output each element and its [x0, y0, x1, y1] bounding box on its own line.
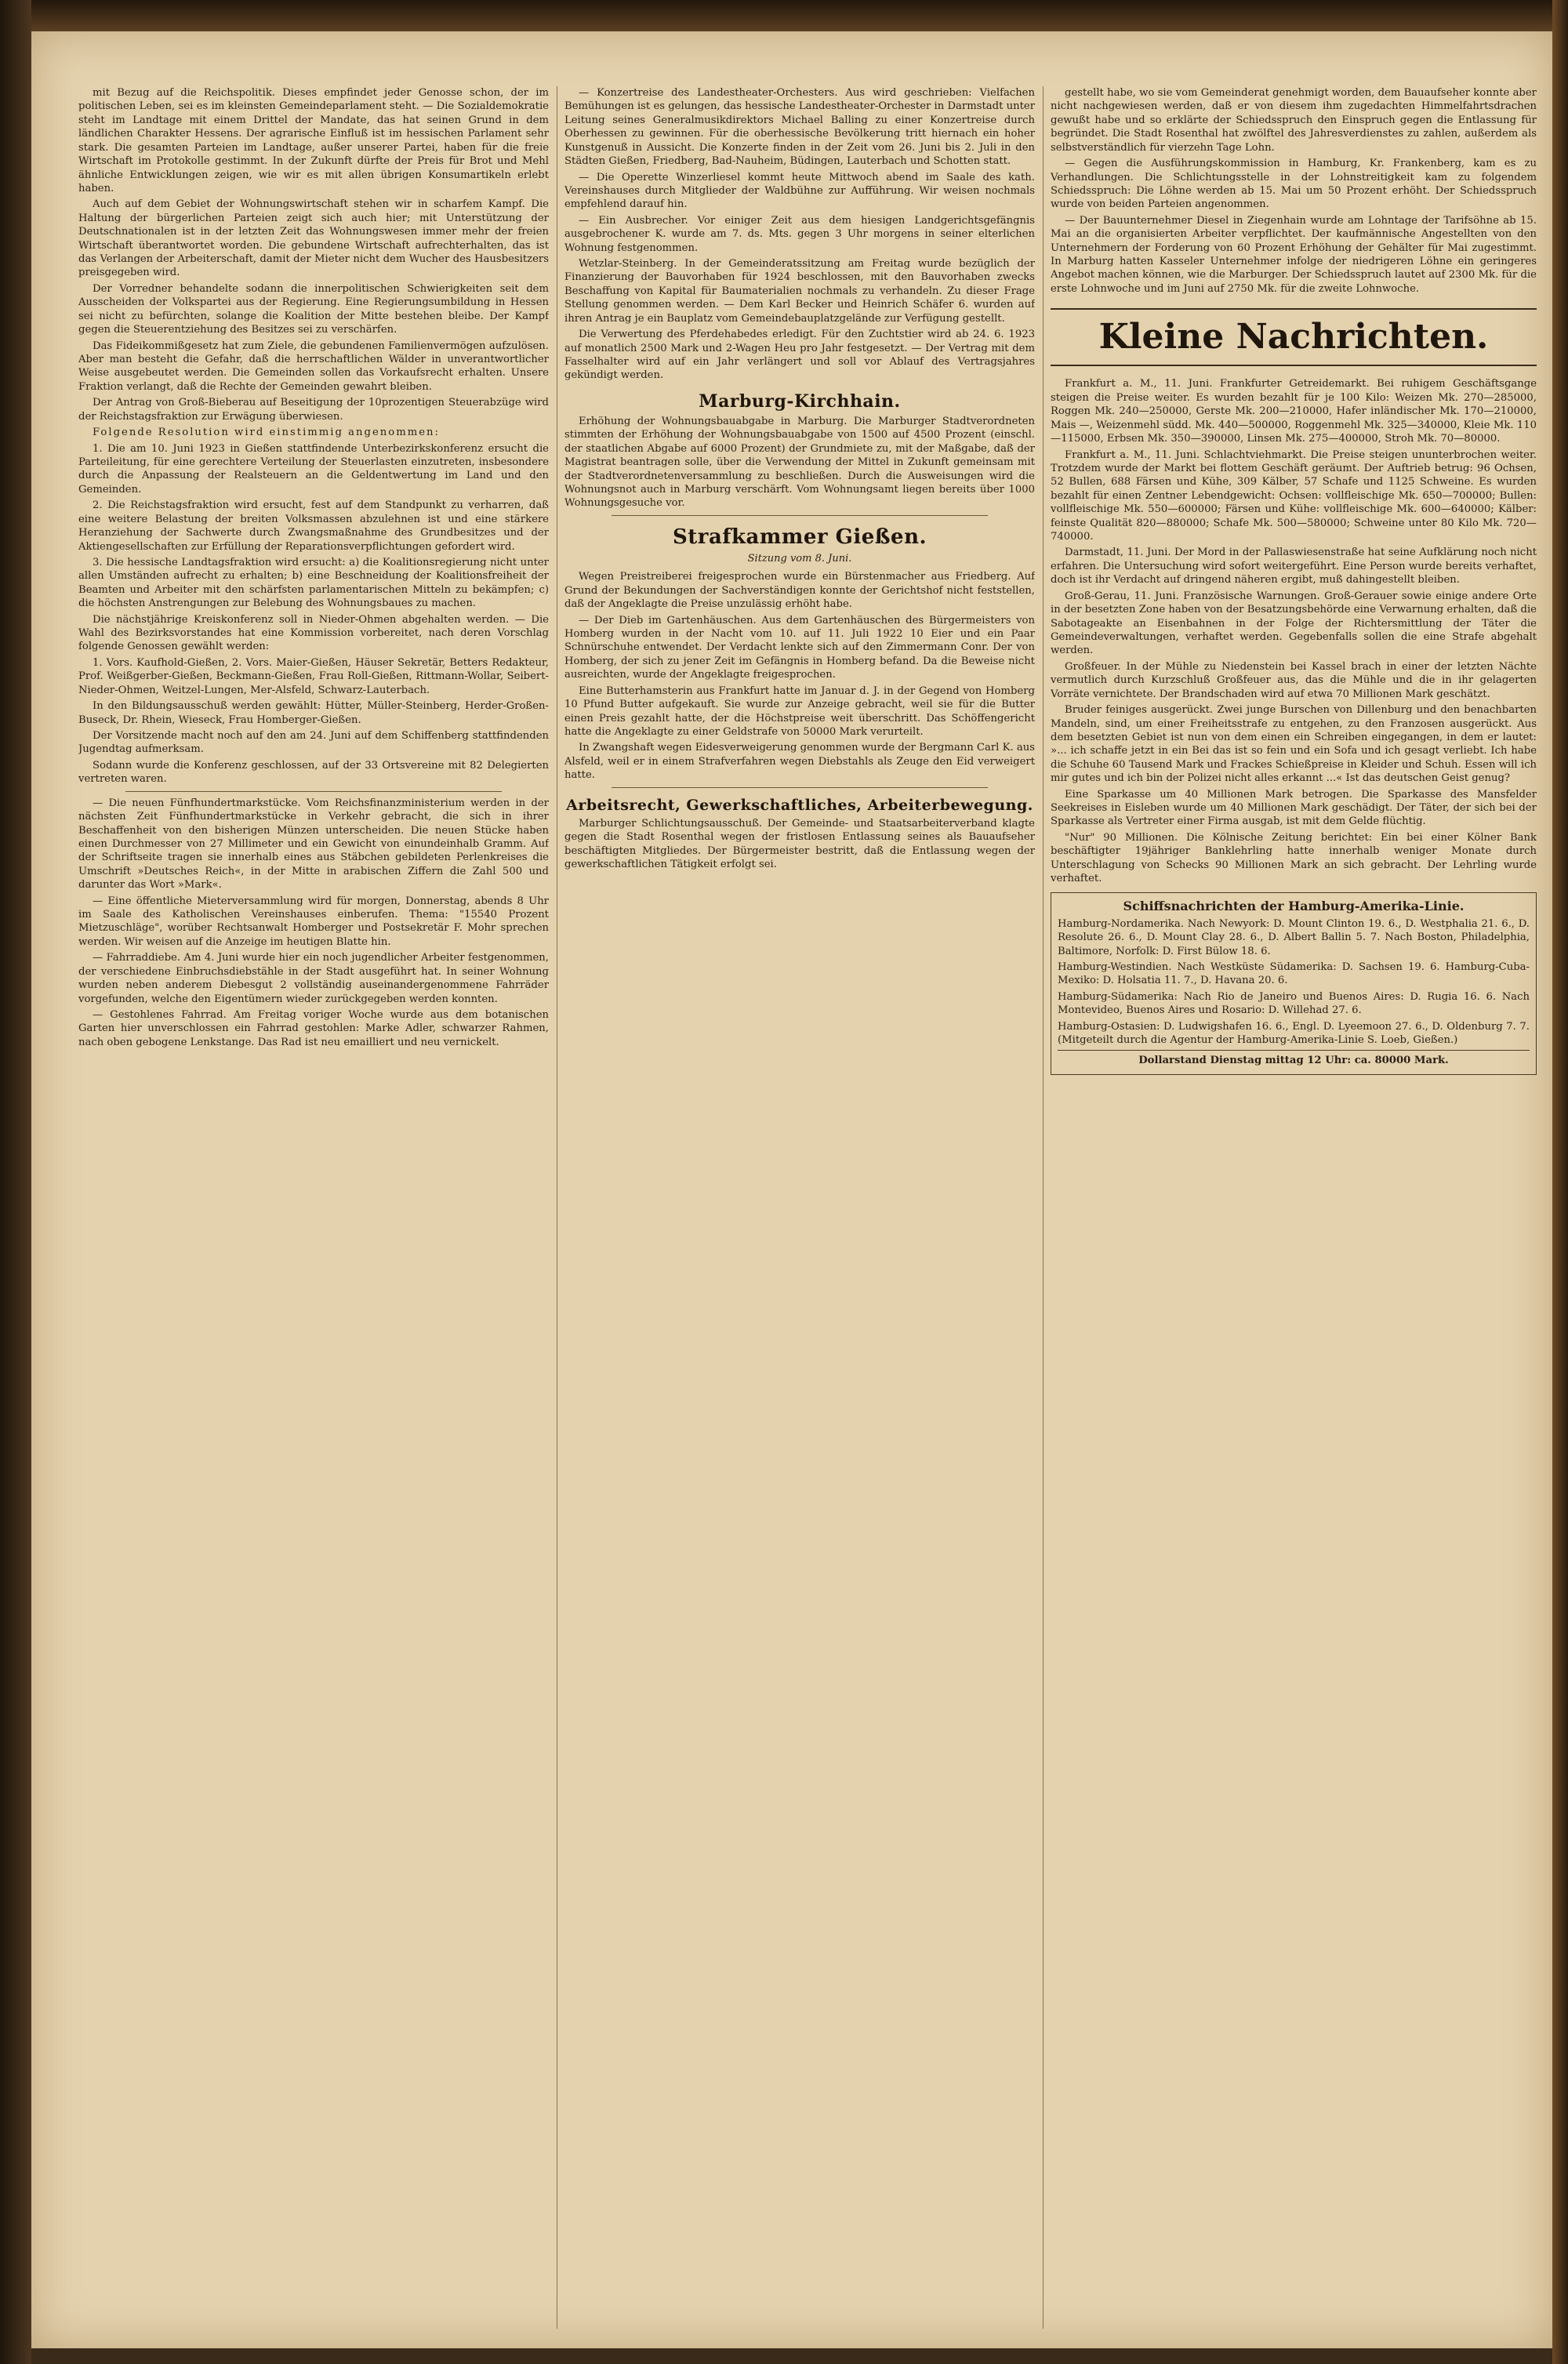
article-paragraph: — Die Operette Winzerliesel kommt heute Mittwoch abend im Saale des kath. Vereinshauses durch Mitglieder der Waldbühne zur Aufführung. Wir weisen nochmals empfehlend darauf hin. — [564, 171, 1035, 211]
article-paragraph: Der Vorredner behandelte sodann die innerpolitischen Schwierigkeiten seit dem Ausscheiden der Volkspartei aus der Regierung. Eine Regierungsumbildung in Hessen sei nicht zu befürchten, solange die Koalition der Mitte bestehen bleibe. Der Kampf gegen die Steuerentziehung des Besitzes sei zu verschärfen. — [78, 282, 549, 336]
column-right — [1051, 86, 1537, 2337]
section-heading-marburg: Marburg-Kirchhain. — [699, 390, 901, 412]
article-paragraph: In den Bildungsausschuß werden gewählt: Hütter, Müller-Steinberg, Herder-Großen-Buseck, Dr. Rhein, Wieseck, Frau Homberger-Gießen. — [78, 700, 549, 726]
divider — [612, 515, 988, 516]
scan-edge-top — [0, 0, 1568, 31]
column-middle — [564, 86, 1035, 2337]
divider — [612, 787, 988, 788]
article-paragraph: — Ein Ausbrecher. Vor einiger Zeit aus dem hiesigen Landgerichtsgefängnis ausgebrochener K. wurde am 7. ds. Mts. gegen 3 Uhr morgens in seiner elterlichen Wohnung festgenommen. — [564, 214, 1035, 254]
article-paragraph: — Eine öffentliche Mieterversammlung wird für morgen, Donnerstag, abends 8 Uhr im Saale des Katholischen Vereinshauses einberufen. Thema: "15540 Prozent Mietzuschläge", worüber Rechtsanwalt Homberger und Postsekretär F. Mohr sprechen werden. Wir weisen auf die Anzeige im heutigen Blatte hin. — [78, 895, 549, 948]
article-paragraph: — Gestohlenes Fahrrad. Am Freitag voriger Woche wurde aus dem botanischen Garten hier unverschlossen ein Fahrrad gestohlen: Marke Adler, schwarzer Rahmen, nach oben gebogene Lenkstange. Das Rad ist neu emailliert und neu vernickelt. — [78, 1009, 549, 1048]
ship-news-line: Hamburg-Ostasien: D. Ludwigshafen 16. 6., Engl. D. Lyeemoon 27. 6., D. Oldenburg 7. 7. (Mitgeteilt durch die Agentur der Hamburg-Amerika-Linie S. Loeb, Gießen.) — [1058, 1020, 1530, 1047]
scan-edge-left — [0, 0, 31, 2364]
news-item: Frankfurt a. M., 11. Juni. Schlachtviehmarkt. Die Preise steigen ununterbrochen weiter. Trotzdem wurde der Markt bei flottem Geschäft geräumt. Der Auftrieb betrug: 96 Ochsen, 52 Bullen, 688 Färsen und Kühe, 309 Kälber, 57 Schafe und 1125 Schweine. Es wurden bezahlt für einen Zentner Lebendgewicht: Ochsen: vollfleischige Mk. 650—700000; Bullen: vollfleischige Mk. 550—600000; Färsen und Kühe: vollfleischige Mk. 600—640000; Kälber: feinste Qualität 820—880000; Schafe Mk. 500—580000; Schweine unter 80 Kilo Mk. 720—740000. — [1051, 448, 1537, 543]
article-paragraph: 3. Die hessische Landtagsfraktion wird ersucht: a) die Koalitionsregierung nicht unter allen Umständen aufrecht zu erhalten; b) eine Beschneidung der Koalitionsfreiheit der Beamten und Arbeiter mit den schärfsten parlamentarischen Mitteln zu bekämpfen; c) die höchsten Anstrengungen zur Belebung des Wohnungsbaues zu machen. — [78, 556, 549, 610]
newspaper-page — [31, 31, 1552, 2348]
article-paragraph: — Die neuen Fünfhundertmarkstücke. Vom Reichsfinanzministerium werden in der nächsten Zeit Fünfhundertmarkstücke in Verkehr gebracht, die sich in ihrer Beschaffenheit von den bisherigen Münzen unterscheiden. Die neuen Stücke haben einen Durchmesser von 27 Millimeter und ein Gewicht von einundeinhalb Gramm. Auf der Schriftseite tragen sie innerhalb eines aus Stäbchen gebildeten Perlenkreises die Umschrift »Deutsches Reich«, in der Mitte in arabischen Ziffern die Zahl 500 und darunter das Wort »Mark«. — [78, 797, 549, 891]
news-item: Groß-Gerau, 11. Juni. Französische Warnungen. Groß-Gerauer sowie einige andere Orte in der besetzten Zone haben von der Besatzungsbehörde eine Verwarnung erhalten, daß die Sabotageakte an Eisenbahnen in der Folge der Richtersmittlung der Täter die Gemeindeverwaltungen, verhaftet werden. Gegebenfalls sollen die eine Strafe abgehalt werden. — [1051, 590, 1537, 657]
ship-news-line: Hamburg-Nordamerika. Nach Newyork: D. Mount Clinton 19. 6., D. Westphalia 21. 6., D. Resolute 26. 6., D. Mount Clay 28. 6., D. Albert Ballin 5. 7. Nach Boston, Philadelphia, Baltimore, Norfolk: D. First Bülow 18. 6. — [1058, 917, 1530, 957]
article-paragraph: Sodann wurde die Konferenz geschlossen, auf der 33 Ortsvereine mit 82 Delegierten vertreten waren. — [78, 759, 549, 786]
ship-news-title: Schiffsnachrichten der Hamburg-Amerika-Linie. — [1123, 898, 1465, 913]
article-paragraph: Eine Butterhamsterin aus Frankfurt hatte im Januar d. J. in der Gegend von Homberg 10 Pfund Butter aufgekauft. Sie wurde zur Anzeige gebracht, weil sie für die Butter einen Preis gezahlt hatte, der die Höchstpreise weit überschritt. Das Schöffengericht hatte die Angeklagte zu einer Geldstrafe von 50000 Mark verurteilt. — [564, 685, 1035, 738]
column-rule — [1043, 86, 1044, 2329]
article-paragraph: Die Verwertung des Pferdehabedes erledigt. Für den Zuchtstier wird ab 24. 6. 1923 auf monatlich 2500 Mark und 2-Wagen Heu pro Jahr festgesetzt. — Der Vertrag mit dem Fasselhalter wird auf ein Jahr verlängert und soll vor Ablauf des Vertragsjahres gekündigt werden. — [564, 329, 1035, 382]
dollar-rate-line: Dollarstand Dienstag mittag 12 Uhr: ca. 80000 Mark. — [1058, 1050, 1530, 1067]
ship-news-line: Hamburg-Südamerika: Nach Rio de Janeiro und Buenos Aires: D. Rugia 16. 6. Nach Montevideo, Buenos Aires und Rosario: D. Willehad 27. 6. — [1058, 990, 1530, 1017]
article-paragraph: Marburger Schlichtungsausschuß. Der Gemeinde- und Staatsarbeiterverband klagte gegen die Stadt Rosenthal wegen der fristlosen Entlassung seines als Bauaufseher beschäftigten Mitgliedes. Der Bürgermeister bestritt, daß die Entlassung wegen der gewerkschaftlichen Tätigkeit erfolgt sei. — [564, 817, 1035, 870]
section-heading-strafkammer: Strafkammer Gießen. — [672, 525, 927, 549]
news-item: Eine Sparkasse um 40 Millionen Mark betrogen. Die Sparkasse des Mansfelder Seekreises in Eisleben wurde um 40 Millionen Mark geschädigt. Der Täter, der sich bei der Sparkasse als Vertreter einer Firma ausgab, ist mit dem Gelde flüchtig. — [1051, 788, 1537, 828]
resolution-heading: Folgende Resolution wird einstimmig angenommen: — [93, 427, 440, 439]
column-left — [78, 86, 549, 2337]
article-paragraph: Wetzlar-Steinberg. In der Gemeinderatssitzung am Freitag wurde bezüglich der Finanzierung der Bauvorhaben für 1924 beschlossen, mit den Bauvorhaben zwecks Beschaffung von Kapital für Baumaterialien nochmals zu verhandeln. Zu dieser Frage Stellung genommen werden. — Dem Karl Becker und Heinrich Schäfer 6. wurden auf ihren Antrag je ein Bauplatz vom Gemeindebauplatzgelände zur Verfügung gestellt. — [564, 258, 1035, 325]
news-item: "Nur" 90 Millionen. Die Kölnische Zeitung berichtet: Ein bei einer Kölner Bank beschäftigter 19jähriger Banklehrling hatte innerhalb weniger Monate durch Unterschlagung von Schecks 90 Millionen Mark an sich gebracht. Der Lehrling wurde verhaftet. — [1051, 831, 1537, 885]
article-paragraph: Die nächstjährige Kreiskonferenz soll in Nieder-Ohmen abgehalten werden. — Die Wahl des Bezirksvorstandes hat eine Kommission vorbereitet, nach deren Vorschlag folgende Genossen gewählt werden: — [78, 613, 549, 653]
article-paragraph: — Konzertreise des Landestheater-Orchesters. Aus wird geschrieben: Vielfachen Bemühungen ist es gelungen, das hessische Landestheater-Orchester in Darmstadt unter Leitung seines Generalmusikdirektors Michael Balling zu einer Konzertreise durch Oberhessen zu gewinnen. Für die oberhessische Bevölkerung tritt hiernach ein hoher Kunstgenuß in Aussicht. Die Konzerte finden in der Zeit vom 26. Juni bis 2. Juli in den Städten Gießen, Friedberg, Bad-Nauheim, Büdingen, Lauterbach und Schotten statt. — [564, 87, 1035, 168]
news-item: Bruder feiniges ausgerückt. Zwei junge Burschen von Dillenburg und den benachbarten Mandeln, sind, um einer Freiheitsstrafe zu entgehen, zu den Franzosen ausgerückt. Aus dem besetzten Gebiet ist nun von dem einen ein Schreiben eingegangen, in dem er lautet: »... ich schaffe jetzt in ein Bei das ist so fein und ein Sofa und ich gesagt verliebt. Ich habe die Schuhe 60 Tausend Mark und Frackes Schießpreise in Kleider und Schuh. Essen will ich mir gutes und ich bin der Polizei nicht alles erkannt ...« Ist das deutschen Geist genug? — [1051, 704, 1537, 785]
scan-edge-right — [1552, 0, 1568, 2364]
article-paragraph: — Fahrraddiebe. Am 4. Juni wurde hier ein noch jugendlicher Arbeiter festgenommen, der verschiedene Einbruchsdiebstähle in der Stadt ausgeführt hat. In seiner Wohnung wurden neben anderem Diebesgut 2 vollständig auseinandergenommene Fahrräder vorgefunden, welche den Eigentümern wieder zurückgegeben werden konnten. — [78, 952, 549, 1005]
article-paragraph: 2. Die Reichstagsfraktion wird ersucht, fest auf dem Standpunkt zu verharren, daß eine weitere Belastung der breiten Volksmassen abzulehnen ist und eine stärkere Heranziehung der Sachwerte durch Zwangsmaßnahme des Grundbesitzes und der Aktiengesellschaften zur Erfüllung der Reparationsverpflichtungen gefordert wird. — [78, 499, 549, 553]
news-item: Großfeuer. In der Mühle zu Niedenstein bei Kassel brach in einer der letzten Nächte vermutlich durch Kurzschluß Großfeuer aus, das die Mühle und die in ihr gelagerten Vorräte vernichtete. Der Brandschaden wird auf etwa 70 Millionen Mark geschätzt. — [1051, 660, 1537, 700]
divider — [125, 791, 502, 792]
article-paragraph: 1. Die am 10. Juni 1923 in Gießen stattfindende Unterbezirkskonferenz ersucht die Parteileitung, für eine gerechtere Verteilung der Steuerlasten einzutreten, insbesondere durch die Anpassung der Realsteuern an die Geldentwertung im Land und den Gemeinden. — [78, 442, 549, 496]
article-paragraph: — Gegen die Ausführungskommission in Hamburg, Kr. Frankenberg, kam es zu Verhandlungen. Die Schlichtungsstelle in der Lohnstreitigkeit kam zu folgendem Schiedsspruch: Die Löhne werden ab 15. Mai um 50 Prozent erhöht. Der Schiedsspruch wurde von beiden Parteien angenommen. — [1051, 158, 1537, 211]
article-paragraph: Der Vorsitzende macht noch auf den am 24. Juni auf dem Schiffenberg stattfindenden Jugendtag aufmerksam. — [78, 729, 549, 756]
article-paragraph: 1. Vors. Kaufhold-Gießen, 2. Vors. Maier-Gießen, Häuser Sekretär, Betters Redakteur, Prof. Weißgerber-Gießen, Beckmann-Gießen, Frau Roll-Gießen, Rittmann-Wollar, Seibert-Nieder-Ohmen, Weitzel-Lungen, Mer-Alsfeld, Schwarz-Lauterbach. — [78, 656, 549, 696]
article-paragraph: — Der Dieb im Gartenhäuschen. Aus dem Gartenhäuschen des Bürgermeisters von Homberg wurden in der Nacht vom 10. auf 11. Juli 1922 10 Eier und ein Paar Schnürschuhe entwendet. Der Verdacht lenkte sich auf den Zimmermann Conr. Der von Homberg, der sich zu jener Zeit im Gefängnis in Homberg befand. Da die Beweise nicht ausreichten, wurde der Angeklagte freigesprochen. — [564, 614, 1035, 681]
article-paragraph: Der Antrag von Groß-Bieberau auf Beseitigung der 10prozentigen Steuerabzüge wird der Reichstagsfraktion zur Erwägung überwiesen. — [78, 397, 549, 423]
article-paragraph: Das Fideikommißgesetz hat zum Ziele, die gebundenen Familienvermögen aufzulösen. Aber man besteht die Gefahr, daß die herrschaftlichen Wälder in unverantwortlicher Weise ausgebeutet werden. Die Gemeinden sollen das Vorkaufsrecht erhalten. Unsere Fraktion verlangt, daß die Rechte der Gemeinden gewahrt bleiben. — [78, 340, 549, 393]
article-paragraph: — Der Bauunternehmer Diesel in Ziegenhain wurde am Lohntage der Tarifsöhne ab 15. Mai an die organisierten Arbeiter verpflichtet. Der kaufmännische Angestellten von den Unternehmern der Forderung von 60 Prozent Erhöhung der Gehälter für Mai zugestimmt. In Marburg hatten Kasseler Unternehmer infolge der niedrigeren Löhne ein geringeres Angebot machen können, wie die Marburger. Der Schiedsspruch lautet auf 2300 Mk. für die erste Lohnwoche und im Juni auf 2750 Mk. für die zweite Lohnwoche. — [1051, 214, 1537, 295]
section-heading-arbeitsrecht: Arbeitsrecht, Gewerkschaftliches, Arbeiterbewegung. — [566, 796, 1033, 814]
article-paragraph: Erhöhung der Wohnungsbauabgabe in Marburg. Die Marburger Stadtverordneten stimmten der Erhöhung der Wohnungsbauabgabe von 1500 auf 4500 Prozent (einschl. der staatlichen Abgabe auf 6000 Prozent) der Grundmiete zu, mit der Maßgabe, daß der Magistrat beantragen solle, über die Verwendung der Mittel in Zukunft gemeinsam mit der Stadtverordnetenversammlung zu beschließen. Durch die Ausweisungen wird die Wohnungsnot auch in Marburg verschärft. Vom Wohnungsamt liegen bereits über 1000 Wohnungsgesuche vor. — [564, 415, 1035, 510]
article-paragraph: gestellt habe, wo sie vom Gemeinderat genehmigt worden, dem Bauaufseher konnte aber nicht nachgewiesen werden, daß er von diesem ihm zugedachten Himmelfahrtsdrachen gewußt habe und so erklärte der Schiedsspruch den Einspruch gegen die Entlassung für begründet. Die Stadt Rosenthal hat zwölftel des Jahresverdienstes zu zahlen, außerdem als selbstverständlich für vierzehn Tage Lohn. — [1051, 87, 1537, 154]
ship-news-line: Hamburg-Westindien. Nach Westküste Südamerika: D. Sachsen 19. 6. Hamburg-Cuba-Mexiko: D. Holsatia 11. 7., D. Havana 20. 6. — [1058, 960, 1530, 987]
news-item: Darmstadt, 11. Juni. Der Mord in der Pallaswiesenstraße hat seine Aufklärung noch nicht erfahren. Die Untersuchung wird sofort weitergeführt. Eine Person wurde bereits verhaftet, doch ist ihr Verdacht auf dringend näheren ergibt, muß dahingestellt bleiben. — [1051, 547, 1537, 586]
ship-news-box — [1051, 892, 1537, 1075]
article-paragraph: In Zwangshaft wegen Eidesverweigerung genommen wurde der Bergmann Carl K. aus Alsfeld, weil er in einem Strafverfahren wegen Diebstahls als Zeuge den Eid verweigert hatte. — [564, 742, 1035, 782]
section-subheading: Sitzung vom 8. Juni. — [747, 553, 852, 565]
news-item: Frankfurt a. M., 11. Juni. Frankfurter Getreidemarkt. Bei ruhigem Geschäftsgange steigen die Preise weiter. Es wurden bezahlt für je 100 Kilo: Weizen Mk. 270—285000, Roggen Mk. 240—250000, Gerste Mk. 200—210000, Hafer inländischer Mk. 170—210000, Mais —, Weizenmehl südd. Mk. 440—500000, Roggenmehl Mk. 325—340000, Kleie Mk. 110—115000, Erbsen Mk. 350—390000, Linsen Mk. 275—400000, Stroh Mk. 70—80000. — [1051, 378, 1537, 445]
section-heading-kleine-nachrichten: Kleine Nachrichten. — [1051, 308, 1537, 366]
article-paragraph: Wegen Preistreiberei freigesprochen wurde ein Bürstenmacher aus Friedberg. Auf Grund der Bekundungen der Sachverständigen konnte der Gerichtshof nicht feststellen, daß der Angeklagte die Preise unzulässig erhöht habe. — [564, 571, 1035, 611]
article-paragraph: Auch auf dem Gebiet der Wohnungswirtschaft stehen wir in scharfem Kampf. Die Haltung der bürgerlichen Parteien zeigt sich auch hier; mit Unterstützung der Deutschnationalen ist in der letzten Zeit das Wohnungswesen immer mehr der freien Wirtschaft überantwortet worden. Die gebundene Wirtschaft aufrechterhalten, das ist das Verlangen der Arbeiterschaft, damit der Mieter nicht dem Wucher des Hausbesitzers preisgegeben wird. — [78, 198, 549, 279]
article-paragraph: mit Bezug auf die Reichspolitik. Dieses empfindet jeder Genosse schon, der im politischen Leben, sei es im kleinsten Gemeindeparlament steht. — Die Sozialdemokratie steht im Landtage mit einem Drittel der Mandate, das hat seinen Grund in dem ländlichen Charakter Hessens. Der agrarische Einfluß ist im hessischen Parlament sehr stark. Die gesamten Parteien im Landtage, außer unserer Partei, haben für die freie Wirtschaft im Protokolle gestimmt. In der Zukunft dürfte der Preis für Brot und Mehl ähnliche Entwicklungen zeigen, wie wir es mit allen übrigen Konsumartikeln erlebt haben. — [78, 87, 549, 194]
